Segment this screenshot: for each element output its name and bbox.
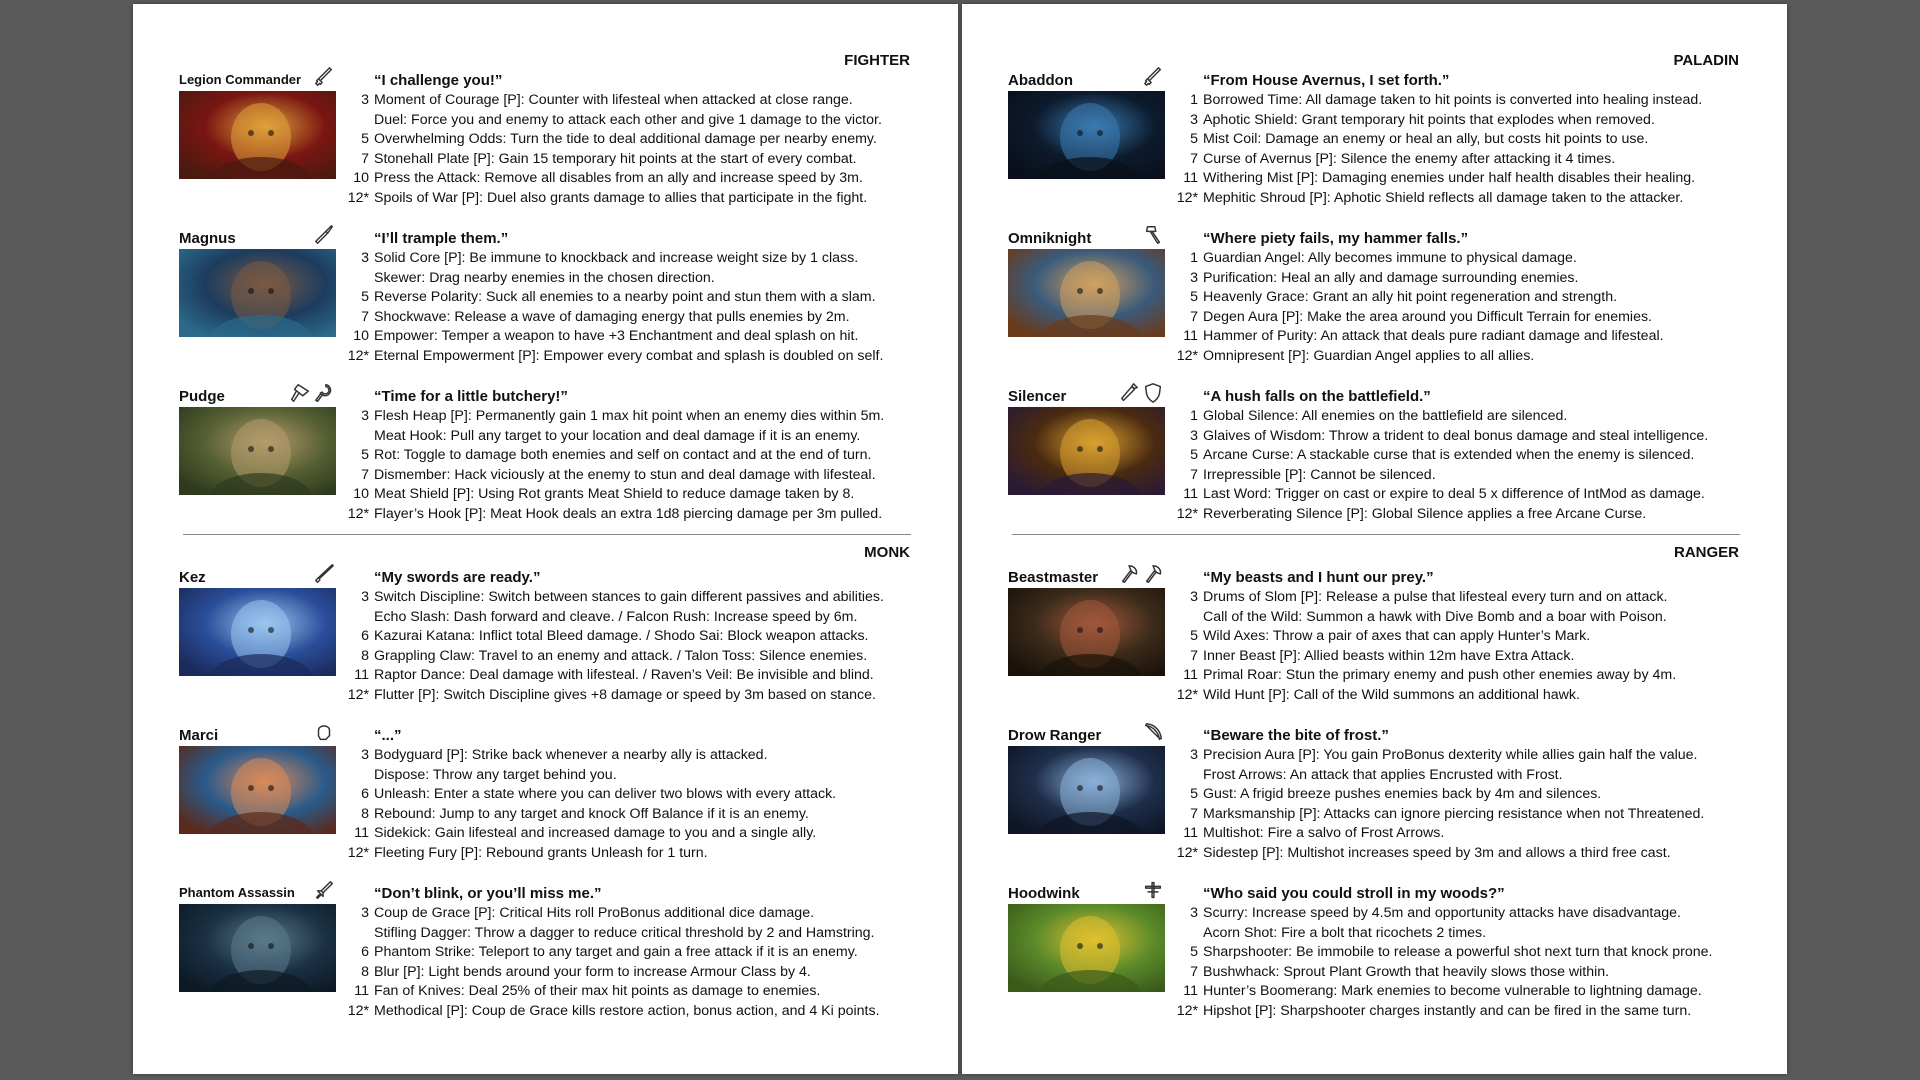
ability-text: Dismember: Hack viciously at the enemy to stun and deal damage with lifesteal. <box>374 466 876 483</box>
ability-text: Phantom Strike: Teleport to any target and gain a free attack if it is an enemy. <box>374 944 858 961</box>
ability-text: Multishot: Fire a salvo of Frost Arrows. <box>1203 825 1445 842</box>
ability-level: 7 <box>361 466 369 483</box>
cleaver-icon <box>289 382 311 404</box>
ability-level: 5 <box>1190 289 1198 306</box>
hero-portrait <box>1008 746 1165 834</box>
ability-level: 7 <box>1190 150 1198 167</box>
ability-level: 5 <box>1190 786 1198 803</box>
sword-icon <box>1142 66 1164 88</box>
hero-role-icons <box>307 879 335 903</box>
hero-role-icons <box>307 66 335 90</box>
ability-level: 3 <box>361 408 369 424</box>
class-title: FIGHTER <box>844 52 910 69</box>
hero-role-icons <box>1136 879 1164 903</box>
ability-text: Hunter’s Boomerang: Mark enemies to become vulnerable to lightning damage. <box>1203 983 1702 1000</box>
hero-block <box>179 569 919 729</box>
ability-level: 11 <box>1183 825 1198 842</box>
ability-level: 12* <box>347 505 369 522</box>
ability-level: 6 <box>361 944 369 961</box>
ability-text: Shockwave: Release a wave of damaging energy that pulls enemies by 2m. <box>374 308 850 325</box>
ability-text: Drums of Slom [P]: Release a pulse that lifesteal every turn and on attack. <box>1203 589 1668 605</box>
hero-block <box>1008 230 1748 390</box>
ability-level: 11 <box>1183 983 1198 1000</box>
ability-text: Arcane Curse: A stackable curse that is extended when the enemy is silenced. <box>1203 447 1695 464</box>
ability-level: 6 <box>361 786 369 803</box>
ability-text: Sharpshooter: Be immobile to release a powerful shot next turn that knock prone. <box>1203 944 1713 961</box>
ability-level: 5 <box>1190 944 1198 961</box>
hero-name: Drow Ranger <box>1008 727 1102 744</box>
ability-level: 3 <box>1190 427 1198 444</box>
hero-block <box>179 727 919 887</box>
ability-text: Inner Beast [P]: Allied beasts within 12m have Extra Attack. <box>1203 647 1575 664</box>
hero-portrait <box>179 249 336 337</box>
ability-text: Stonehall Plate [P]: Gain 15 temporary hit points at the start of every combat. <box>374 150 857 167</box>
ability-text: Wild Axes: Throw a pair of axes that can apply Hunter’s Mark. <box>1203 628 1591 645</box>
ability-level: 12* <box>1176 1002 1198 1019</box>
ability-text: Mist Coil: Damage an enemy or heal an ally, but costs hit points to use. <box>1203 131 1649 148</box>
ability-text: Scurry: Increase speed by 4.5m and opportunity attacks have disadvantage. <box>1203 905 1681 921</box>
fist-icon <box>313 721 335 743</box>
ability-text: Glaives of Wisdom: Throw a trident to deal bonus damage and steal intelligence. <box>1203 427 1709 444</box>
ability-level: 12* <box>347 844 369 861</box>
glaive-icon <box>1118 382 1140 404</box>
ability-level: 12* <box>1176 844 1198 861</box>
ability-level: 12* <box>347 347 369 364</box>
ability-text: Flutter [P]: Switch Discipline gives +8 damage or speed by 3m based on stance. <box>374 686 876 703</box>
axe-icon <box>1142 563 1164 585</box>
ability-text: Guardian Angel: Ally becomes immune to physical damage. <box>1203 250 1577 266</box>
ability-level: 7 <box>1190 466 1198 483</box>
ability-level: 11 <box>1183 667 1198 684</box>
ability-level: 3 <box>361 747 369 763</box>
ability-level: 3 <box>1190 269 1198 286</box>
ability-level: 3 <box>361 92 369 108</box>
hero-quote: “Don’t blink, or you’ll miss me.” <box>374 885 602 902</box>
hero-quote: “I’ll trample them.” <box>374 230 509 247</box>
ability-text: Heavenly Grace: Grant an ally hit point regeneration and strength. <box>1203 289 1618 306</box>
ability-text: Kazurai Katana: Inflict total Bleed damage. / Shodo Sai: Block weapon attacks. <box>374 628 869 645</box>
ability-text: Fleeting Fury [P]: Rebound grants Unleash for 1 turn. <box>374 844 708 861</box>
ability-level: 12* <box>1176 189 1198 206</box>
hero-role-icons <box>289 382 335 406</box>
ability-text: Grappling Claw: Travel to an enemy and attack. / Talon Toss: Silence enemies. <box>374 647 868 664</box>
ability-level: 3 <box>1190 905 1198 921</box>
hero-quote: “Where piety fails, my hammer falls.” <box>1203 230 1469 247</box>
ability-level: 3 <box>1190 111 1198 128</box>
ability-text: Gust: A frigid breeze pushes enemies back by 4m and silences. <box>1203 786 1602 803</box>
hammer-icon <box>1142 224 1164 246</box>
hero-block <box>1008 727 1748 887</box>
hero-quote: “My swords are ready.” <box>374 569 541 586</box>
ability-text: Blur [P]: Light bends around your form to increase Armour Class by 4. <box>374 963 811 980</box>
ability-level: 10 <box>353 328 369 345</box>
sword-icon <box>313 66 335 88</box>
ability-text: Global Silence: All enemies on the battlefield are silenced. <box>1203 408 1568 424</box>
hero-portrait <box>1008 407 1165 495</box>
bow-icon <box>1142 721 1164 743</box>
ability-text: Aphotic Shield: Grant temporary hit points that explodes when removed. <box>1203 111 1655 128</box>
hero-name: Beastmaster <box>1008 569 1099 586</box>
ability-text: Spoils of War [P]: Duel also grants damage to allies that participate in the fight. <box>374 189 868 206</box>
hero-name: Magnus <box>179 230 236 247</box>
hero-name: Hoodwink <box>1008 885 1080 902</box>
ability-level: 10 <box>353 486 369 503</box>
hero-role-icons <box>307 224 335 248</box>
ability-text: Primal Roar: Stun the primary enemy and push other enemies away by 4m. <box>1203 667 1677 684</box>
ability-level: 12* <box>1176 505 1198 522</box>
ability-level: 5 <box>1190 447 1198 464</box>
ability-level: 11 <box>1183 170 1198 187</box>
hero-portrait <box>179 407 336 495</box>
hero-quote: “From House Avernus, I set forth.” <box>1203 72 1450 89</box>
ability-text: Rot: Toggle to damage both enemies and self on contact and at the end of turn. <box>374 447 872 464</box>
ability-text: Borrowed Time: All damage taken to hit points is converted into healing instead. <box>1203 92 1703 108</box>
ability-text: Sidekick: Gain lifesteal and increased damage to you and a single ally. <box>374 825 817 842</box>
ability-text: Reverberating Silence [P]: Global Silence applies a free Arcane Curse. <box>1203 505 1647 522</box>
ability-text: Meat Hook: Pull any target to your location and deal damage if it is an enemy. <box>374 427 861 444</box>
hero-block <box>1008 569 1748 729</box>
hero-block <box>1008 72 1748 232</box>
ability-text: Flesh Heap [P]: Permanently gain 1 max hit point when an enemy dies within 5m. <box>374 408 885 424</box>
ability-level: 11 <box>1183 486 1198 503</box>
ability-text: Solid Core [P]: Be immune to knockback and increase weight size by 1 class. <box>374 250 859 266</box>
ability-level: 5 <box>361 131 369 148</box>
hero-portrait <box>1008 91 1165 179</box>
hero-name: Omniknight <box>1008 230 1092 247</box>
hero-quote: “I challenge you!” <box>374 72 503 89</box>
class-title: PALADIN <box>1673 52 1739 69</box>
ability-level: 5 <box>361 289 369 306</box>
ability-text: Acorn Shot: Fire a bolt that ricochets 2 times. <box>1203 924 1487 941</box>
shield-icon <box>1142 382 1164 404</box>
hero-portrait <box>179 91 336 179</box>
hero-name: Marci <box>179 727 219 744</box>
hero-block <box>179 230 919 390</box>
ability-level: 1 <box>1190 250 1198 266</box>
hook-icon <box>313 382 335 404</box>
ability-level: 3 <box>1190 747 1198 763</box>
ability-level: 7 <box>361 308 369 325</box>
ability-level: 3 <box>361 905 369 921</box>
ability-text: Hammer of Purity: An attack that deals pure radiant damage and lifesteal. <box>1203 328 1664 345</box>
ability-text: Wild Hunt [P]: Call of the Wild summons an additional hawk. <box>1203 686 1580 703</box>
hero-name: Legion Commander <box>179 72 302 87</box>
hero-role-icons <box>1136 721 1164 745</box>
hero-role-icons <box>1118 563 1164 587</box>
hero-block <box>179 72 919 232</box>
ability-text: Fan of Knives: Deal 25% of their max hit points as damage to enemies. <box>374 983 821 1000</box>
hero-portrait <box>179 904 336 992</box>
ability-text: Unleash: Enter a state where you can deliver two blows with every attack. <box>374 786 837 803</box>
ability-text: Duel: Force you and enemy to attack each other and give 1 damage to the victor. <box>374 111 882 128</box>
hero-role-icons <box>307 721 335 745</box>
ability-level: 3 <box>1190 589 1198 605</box>
dagger-icon <box>313 879 335 901</box>
ability-text: Skewer: Drag nearby enemies in the chosen direction. <box>374 269 715 286</box>
hero-quote: “Time for a little butchery!” <box>374 388 568 405</box>
ability-level: 11 <box>354 983 369 1000</box>
hero-name: Pudge <box>179 388 225 405</box>
ability-level: 6 <box>361 628 369 645</box>
hero-block <box>1008 885 1748 1045</box>
ability-text: Meat Shield [P]: Using Rot grants Meat Shield to reduce damage taken by 8. <box>374 486 855 503</box>
ability-level: 5 <box>361 447 369 464</box>
ability-text: Echo Slash: Dash forward and cleave. / Falcon Rush: Increase speed by 6m. <box>374 608 858 625</box>
ability-level: 1 <box>1190 92 1198 108</box>
ability-level: 8 <box>361 805 369 822</box>
ability-text: Frost Arrows: An attack that applies Encrusted with Frost. <box>1203 766 1563 783</box>
ability-level: 11 <box>354 825 369 842</box>
crossbow-icon <box>1142 879 1164 901</box>
ability-text: Rebound: Jump to any target and knock Off Balance if it is an enemy. <box>374 805 809 822</box>
ability-level: 8 <box>361 963 369 980</box>
ability-level: 3 <box>361 589 369 605</box>
ability-level: 5 <box>1190 628 1198 645</box>
hero-quote: “Beware the bite of frost.” <box>1203 727 1389 744</box>
ability-text: Bushwhack: Sprout Plant Growth that heavily slows those within. <box>1203 963 1610 980</box>
hero-quote: “My beasts and I hunt our prey.” <box>1203 569 1434 586</box>
ability-level: 1 <box>1190 408 1198 424</box>
ability-text: Moment of Courage [P]: Counter with lifesteal when attacked at close range. <box>374 92 853 108</box>
ability-text: Precision Aura [P]: You gain ProBonus dexterity while allies gain half the value. <box>1203 747 1698 763</box>
hero-portrait <box>179 588 336 676</box>
ability-level: 8 <box>361 647 369 664</box>
hero-block <box>179 388 919 548</box>
ability-text: Curse of Avernus [P]: Silence the enemy after attacking it 4 times. <box>1203 150 1616 167</box>
ability-text: Hipshot [P]: Sharpshooter charges instantly and can be fired in the same turn. <box>1203 1002 1692 1019</box>
ability-level: 7 <box>1190 805 1198 822</box>
hero-portrait <box>1008 904 1165 992</box>
ability-level: 11 <box>354 667 369 684</box>
ability-text: Mephitic Shroud [P]: Aphotic Shield reflects all damage taken to the attacker. <box>1203 189 1684 206</box>
class-title: RANGER <box>1673 544 1739 561</box>
ability-level: 7 <box>1190 308 1198 325</box>
ability-text: Reverse Polarity: Suck all enemies to a nearby point and stun them with a slam. <box>374 289 876 306</box>
ability-level: 7 <box>1190 963 1198 980</box>
hero-role-icons <box>307 563 335 587</box>
ability-level: 12* <box>347 1002 369 1019</box>
left-page <box>133 4 958 1074</box>
ability-level: 11 <box>1183 328 1198 345</box>
hero-block <box>179 885 919 1045</box>
ability-level: 12* <box>1176 347 1198 364</box>
hero-role-icons <box>1136 224 1164 248</box>
ability-text: Call of the Wild: Summon a hawk with Dive Bomb and a boar with Poison. <box>1203 608 1667 625</box>
katana-icon <box>313 563 335 585</box>
ability-text: Degen Aura [P]: Make the area around you Difficult Terrain for enemies. <box>1203 308 1652 325</box>
ability-text: Marksmanship [P]: Attacks can ignore piercing resistance when not Threatened. <box>1203 805 1705 822</box>
ability-level: 5 <box>1190 131 1198 148</box>
ability-text: Irrepressible [P]: Cannot be silenced. <box>1203 466 1436 483</box>
ability-level: 12* <box>1176 686 1198 703</box>
ability-text: Sidestep [P]: Multishot increases speed by 3m and allows a third free cast. <box>1203 844 1671 861</box>
hero-role-icons <box>1118 382 1164 406</box>
ability-level: 12* <box>347 189 369 206</box>
hero-quote: “...” <box>374 727 402 744</box>
hero-role-icons <box>1136 66 1164 90</box>
ability-text: Overwhelming Odds: Turn the tide to deal additional damage per nearby enemy. <box>374 131 877 148</box>
ability-text: Coup de Grace [P]: Critical Hits roll ProBonus additional dice damage. <box>374 905 815 921</box>
ability-text: Methodical [P]: Coup de Grace kills restore action, bonus action, and 4 Ki points. <box>374 1002 880 1019</box>
ability-level: 10 <box>353 170 369 187</box>
ability-text: Raptor Dance: Deal damage with lifesteal. / Raven’s Veil: Be invisible and blind. <box>374 667 874 684</box>
ability-text: Dispose: Throw any target behind you. <box>374 766 617 783</box>
ability-level: 3 <box>361 250 369 266</box>
ability-text: Eternal Empowerment [P]: Empower every combat and splash is doubled on self. <box>374 347 884 364</box>
ability-text: Withering Mist [P]: Damaging enemies under half health disables their healing. <box>1203 170 1696 187</box>
axe-icon <box>1118 563 1140 585</box>
ability-text: Press the Attack: Remove all disables from an ally and increase speed by 3m. <box>374 170 863 187</box>
class-title: MONK <box>864 544 910 561</box>
hero-quote: “A hush falls on the battlefield.” <box>1203 388 1431 405</box>
hero-portrait <box>179 746 336 834</box>
hero-portrait <box>1008 249 1165 337</box>
ability-level: 7 <box>1190 647 1198 664</box>
ability-text: Omnipresent [P]: Guardian Angel applies to all allies. <box>1203 347 1535 364</box>
ability-text: Last Word: Trigger on cast or expire to deal 5 x difference of IntMod as damage. <box>1203 486 1705 503</box>
ability-text: Purification: Heal an ally and damage surrounding enemies. <box>1203 269 1579 286</box>
spear-icon <box>313 224 335 246</box>
ability-text: Stifling Dagger: Throw a dagger to reduce critical threshold by 2 and Hamstring. <box>374 924 875 941</box>
hero-name: Phantom Assassin <box>179 885 295 900</box>
ability-text: Empower: Temper a weapon to have +3 Enchantment and deal splash on hit. <box>374 328 859 345</box>
hero-block <box>1008 388 1748 548</box>
hero-portrait <box>1008 588 1165 676</box>
right-page <box>962 4 1787 1074</box>
ability-text: Flayer’s Hook [P]: Meat Hook deals an extra 1d8 piercing damage per 3m pulled. <box>374 505 883 522</box>
ability-level: 12* <box>347 686 369 703</box>
hero-name: Silencer <box>1008 388 1067 405</box>
hero-name: Abaddon <box>1008 72 1073 89</box>
ability-text: Switch Discipline: Switch between stances to gain different passives and abilities. <box>374 589 884 605</box>
hero-quote: “Who said you could stroll in my woods?” <box>1203 885 1505 902</box>
ability-level: 7 <box>361 150 369 167</box>
hero-name: Kez <box>179 569 206 586</box>
ability-text: Bodyguard [P]: Strike back whenever a nearby ally is attacked. <box>374 747 768 763</box>
